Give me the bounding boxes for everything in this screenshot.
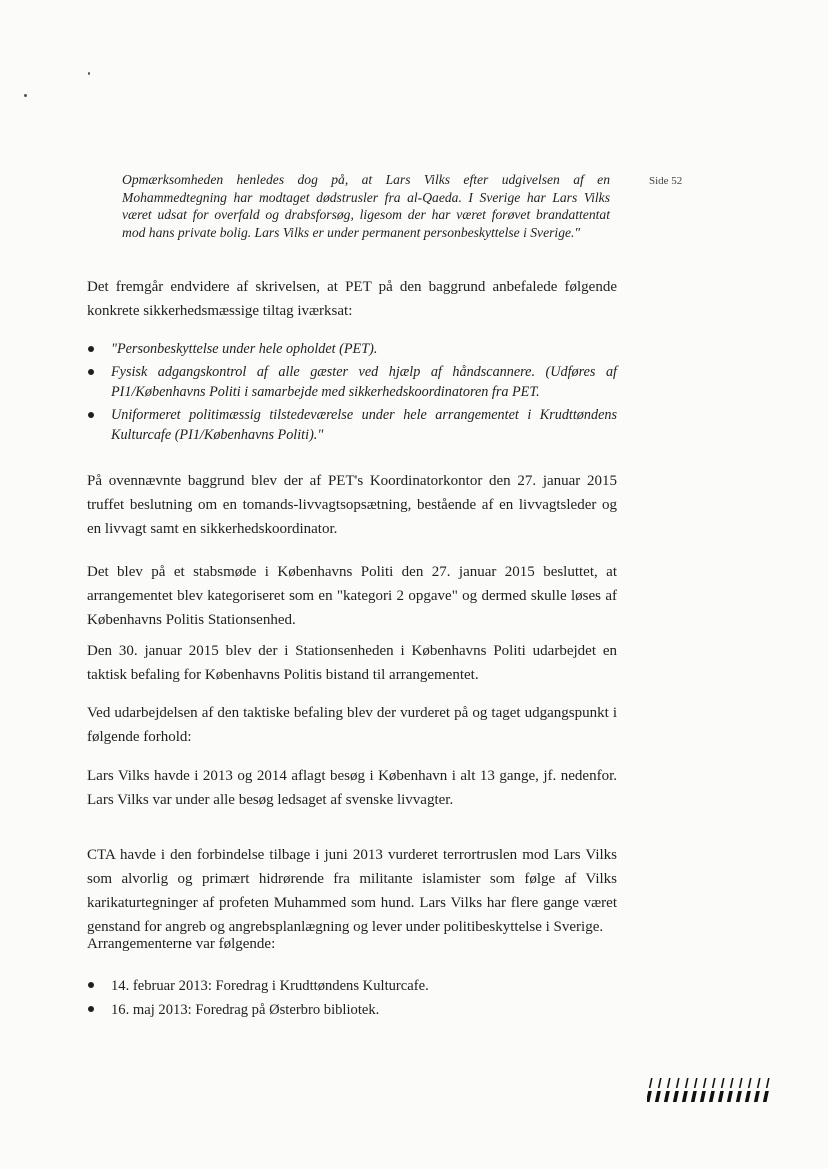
quote-block: Opmærksomheden henledes dog på, at Lars Vilks efter udgivelsen af en Mohammedtegning har modtaget dødstrusler fra al-Qaeda. I Sverige har Lars Vilks været udsat for overfald og drabsforsøg, ligesom der har været forøvet brandattentat mod hans private bolig. Lars Vilks er under permanent personbeskyttelse i Sverige." — [122, 172, 610, 240]
scan-speck — [24, 94, 27, 97]
paragraph: Ved udarbejdelsen af den taktiske befaling blev der vurderet på og taget udgangspunkt i følgende forhold: — [87, 705, 617, 745]
list-item: "Personbeskyttelse under hele opholdet (PET). — [87, 339, 617, 359]
scan-speck — [88, 72, 90, 75]
list-item: 14. februar 2013: Foredrag i Krudttøndens Kulturcafe. — [87, 975, 617, 997]
bullet-icon — [88, 412, 94, 418]
list-item: 16. maj 2013: Foredrag på Østerbro bibliotek. — [87, 999, 617, 1021]
paragraph: Lars Vilks havde i 2013 og 2014 aflagt besøg i København i alt 13 gange, jf. nedenfor. Lars Vilks var under alle besøg ledsaget af svenske livvagter. — [87, 768, 617, 808]
list-item: Fysisk adgangskontrol af alle gæster ved hjælp af håndscannere. (Udføres af PI1/Københavns Politi i samarbejde med sikkerhedskoordinatoren fra PET. — [87, 362, 617, 402]
paragraph: Det blev på et stabsmøde i Københavns Politi den 27. januar 2015 besluttet, at arrangementet blev kategoriseret som en "kategori 2 opgave" og dermed skulle løses af Københavns Politis Stationsenhed. — [87, 564, 617, 628]
page-number: Side 52 — [649, 175, 683, 187]
paragraph: Den 30. januar 2015 blev der i Stationsenheden i Københavns Politi udarbejdet en taktisk befaling for Københavns Politis bistand til arrangementet. — [87, 643, 617, 683]
paragraph: Arrangementerne var følgende: — [87, 936, 276, 952]
list-item: Uniformeret politimæssig tilstedeværelse under hele arrangementet i Krudttøndens Kulturcafe (PI1/Københavns Politi)." — [87, 405, 617, 445]
barcode-icon — [647, 1078, 779, 1108]
bullet-icon — [88, 346, 94, 352]
measures-list — [87, 339, 617, 448]
paragraph: På ovennævnte baggrund blev der af PET's Koordinatorkontor den 27. januar 2015 truffet beslutning om en tomands-livvagtsopsætning, bestående af en livvagtsleder og en livvagt samt en sikkerhedskoordinator. — [87, 473, 617, 537]
bullet-icon — [88, 982, 94, 988]
bullet-icon — [88, 1006, 94, 1012]
bullet-icon — [88, 369, 94, 375]
paragraph: CTA havde i den forbindelse tilbage i juni 2013 vurderet terrortruslen mod Lars Vilks som alvorlig og primært hidrørende fra militante islamister som følge af Vilks karikaturtegninger af profeten Muhammed som hund. Lars Vilks har flere gange været genstand for angreb og angrebsplanlægning og lever under politibeskyttelse i Sverige. — [87, 847, 617, 935]
intro-paragraph: Det fremgår endvidere af skrivelsen, at PET på den baggrund anbefalede følgende konkrete sikkerhedsmæssige tiltag iværksat: — [87, 279, 617, 319]
events-list — [87, 975, 617, 1023]
